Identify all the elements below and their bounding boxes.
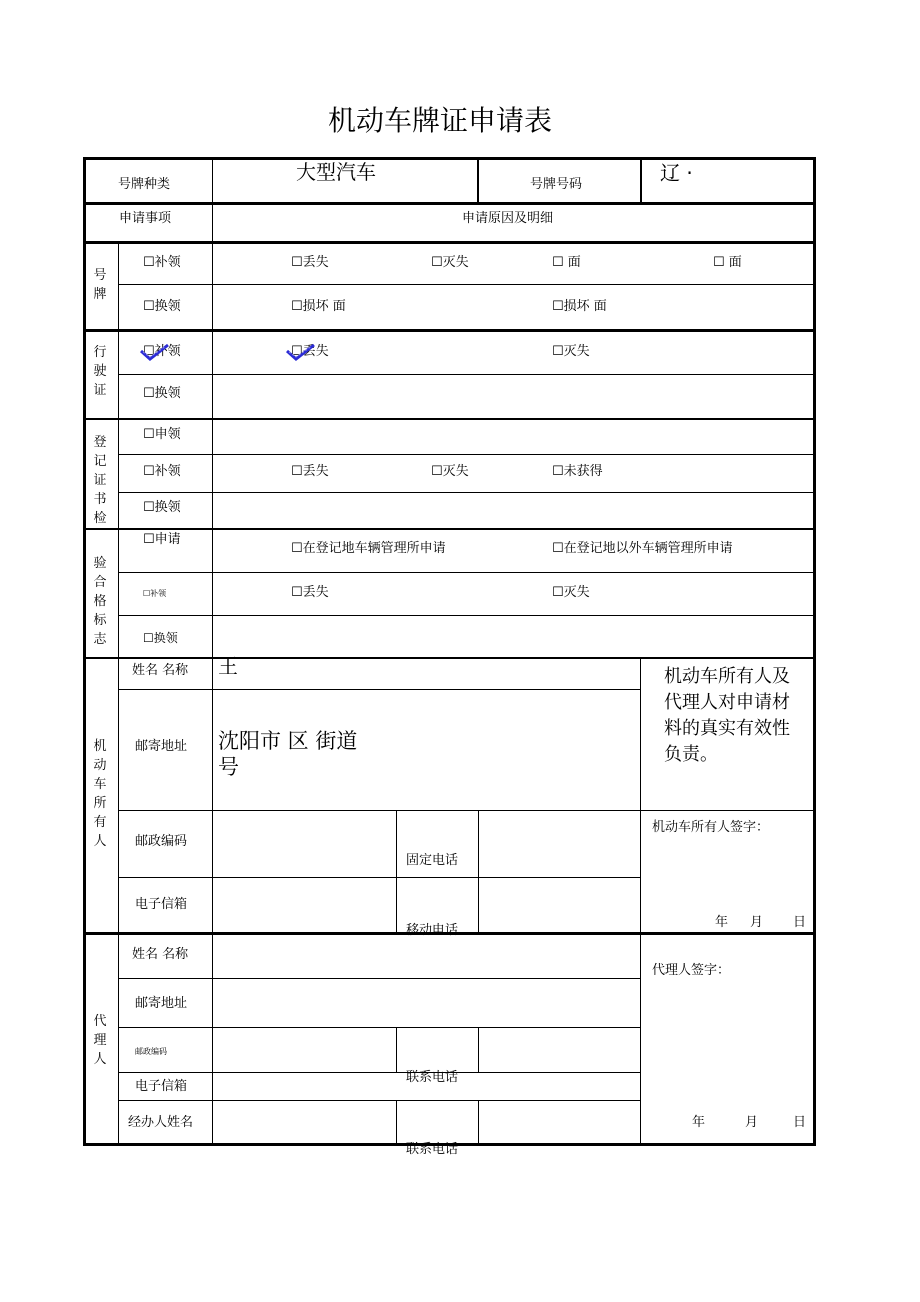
registration-stolen-checkbox[interactable]: ☐灭失 [431,464,469,479]
owner-signature-label: 机动车所有人签字： [652,820,770,835]
divider [118,615,815,616]
divider [118,492,815,493]
divider [118,1100,640,1101]
divider [118,243,119,659]
plate-side1-checkbox[interactable]: ☐ 面 [552,255,581,270]
divider [83,202,816,205]
plate-group-label: 号牌 [93,268,107,302]
divider [478,1028,479,1072]
divider [118,284,815,285]
registration-group-label: 登记证书检 [93,435,107,526]
owner-group-label: 机动车所有人 [93,739,107,849]
registration-not-obtained-checkbox[interactable]: ☐未获得 [552,464,603,479]
registration-lost-checkbox[interactable]: ☐丢失 [291,464,329,479]
owner-address-line2[interactable]: 号 [218,755,239,779]
owner-address-line1[interactable]: 沈阳市 区 街道 [218,729,358,753]
inspection-stolen-checkbox[interactable]: ☐灭失 [552,585,590,600]
divider [83,241,816,244]
divider [396,811,397,933]
plate-replace-checkbox[interactable]: ☐换领 [143,299,181,314]
agent-postcode-label: 邮政编码 [135,1047,167,1056]
inspection-reissue-checkbox[interactable]: ☐补领 [143,589,167,598]
plate-damaged-checkbox[interactable]: ☐损坏 面 [291,299,346,314]
agent-day-label: 日 [793,1115,807,1130]
agent-year-label: 年 [692,1115,706,1130]
divider [83,329,816,332]
divider [212,158,213,203]
plate-no-value[interactable]: 辽 · [660,161,693,185]
agent-contact-phone-label-2: 联系电话 [406,1142,459,1157]
registration-apply-checkbox[interactable]: ☐申领 [143,427,181,442]
divider [212,419,213,529]
owner-mobile-label: 移动电话 [406,923,459,938]
plate-stolen-checkbox[interactable]: ☐灭失 [431,255,469,270]
license-stolen-checkbox[interactable]: ☐灭失 [552,344,590,359]
registration-reissue-checkbox[interactable]: ☐补领 [143,464,181,479]
agent-signature-label: 代理人签字： [652,963,731,978]
divider [396,1101,397,1144]
owner-email-label: 电子信箱 [135,897,188,912]
agent-handler-label: 经办人姓名 [128,1115,194,1130]
license-reissue-checkbox[interactable]: ☐补领 [143,344,181,359]
agent-address-label: 邮寄地址 [135,996,188,1011]
plate-reissue-checkbox[interactable]: ☐补领 [143,255,181,270]
divider [118,454,815,455]
divider [83,657,816,659]
license-replace-checkbox[interactable]: ☐换领 [143,386,181,401]
divider [83,528,816,530]
frame-left [83,157,86,1146]
divider [212,331,213,419]
divider [478,811,479,933]
inspection-lost-checkbox[interactable]: ☐丢失 [291,585,329,600]
inspection-group-label: 验合格标志 [93,556,107,647]
owner-year-label: 年 [715,915,729,930]
divider [118,877,640,878]
inspection-replace-checkbox[interactable]: ☐换领 [143,631,178,645]
reason-label: 申请原因及明细 [462,211,554,226]
divider [212,284,213,329]
plate-side2-checkbox[interactable]: ☐ 面 [713,255,742,270]
inspection-apply-other-checkbox[interactable]: ☐在登记地以外车辆管理所申请 [552,541,733,556]
divider [118,572,815,573]
divider [118,978,640,979]
owner-address-label: 邮寄地址 [135,739,188,754]
divider [212,529,213,658]
license-group-label: 行驶证 [93,345,107,398]
divider [118,810,815,811]
divider [118,689,640,690]
frame-top [83,157,816,160]
owner-day-label: 日 [793,915,807,930]
owner-postcode-label: 邮政编码 [135,834,188,849]
divider [396,1028,397,1072]
divider [118,1027,640,1028]
agent-month-label: 月 [745,1115,759,1130]
divider [83,418,816,420]
agent-group-label: 代理人 [93,1014,107,1067]
frame-right [813,157,816,1146]
divider [478,1101,479,1144]
owner-name-label: 姓名 名称 [132,663,189,678]
agent-name-label: 姓名 名称 [132,947,189,962]
owner-month-label: 月 [750,915,764,930]
divider [640,158,642,203]
license-lost-checkbox[interactable]: ☐丢失 [291,344,329,359]
divider [118,374,815,375]
owner-fixed-phone-label: 固定电话 [406,853,459,868]
inspection-apply-checkbox[interactable]: ☐申请 [143,532,181,547]
item-label: 申请事项 [119,211,172,226]
divider [118,1072,640,1073]
owner-declaration: 机动车所有人及代理人对申请材料的真实有效性负责。 [664,666,790,765]
agent-email-label: 电子信箱 [135,1079,188,1094]
plate-no-label: 号牌号码 [530,177,583,192]
divider [640,658,641,1145]
plate-lost-checkbox[interactable]: ☐丢失 [291,255,329,270]
agent-contact-phone-label: 联系电话 [406,1070,459,1085]
plate-damaged2-checkbox[interactable]: ☐损坏 面 [552,299,607,314]
registration-replace-checkbox[interactable]: ☐换领 [143,500,181,515]
inspection-apply-local-checkbox[interactable]: ☐在登记地车辆管理所申请 [291,541,446,556]
check-mark-icon [284,341,318,363]
check-mark-icon [138,341,172,363]
plate-type-label: 号牌种类 [118,177,171,192]
page-title: 机动车牌证申请表 [328,104,553,137]
owner-name-value[interactable]: 王 [218,654,238,678]
plate-type-value[interactable]: 大型汽车 [296,160,376,184]
divider [477,158,479,203]
divider [212,204,213,242]
divider [212,243,213,284]
